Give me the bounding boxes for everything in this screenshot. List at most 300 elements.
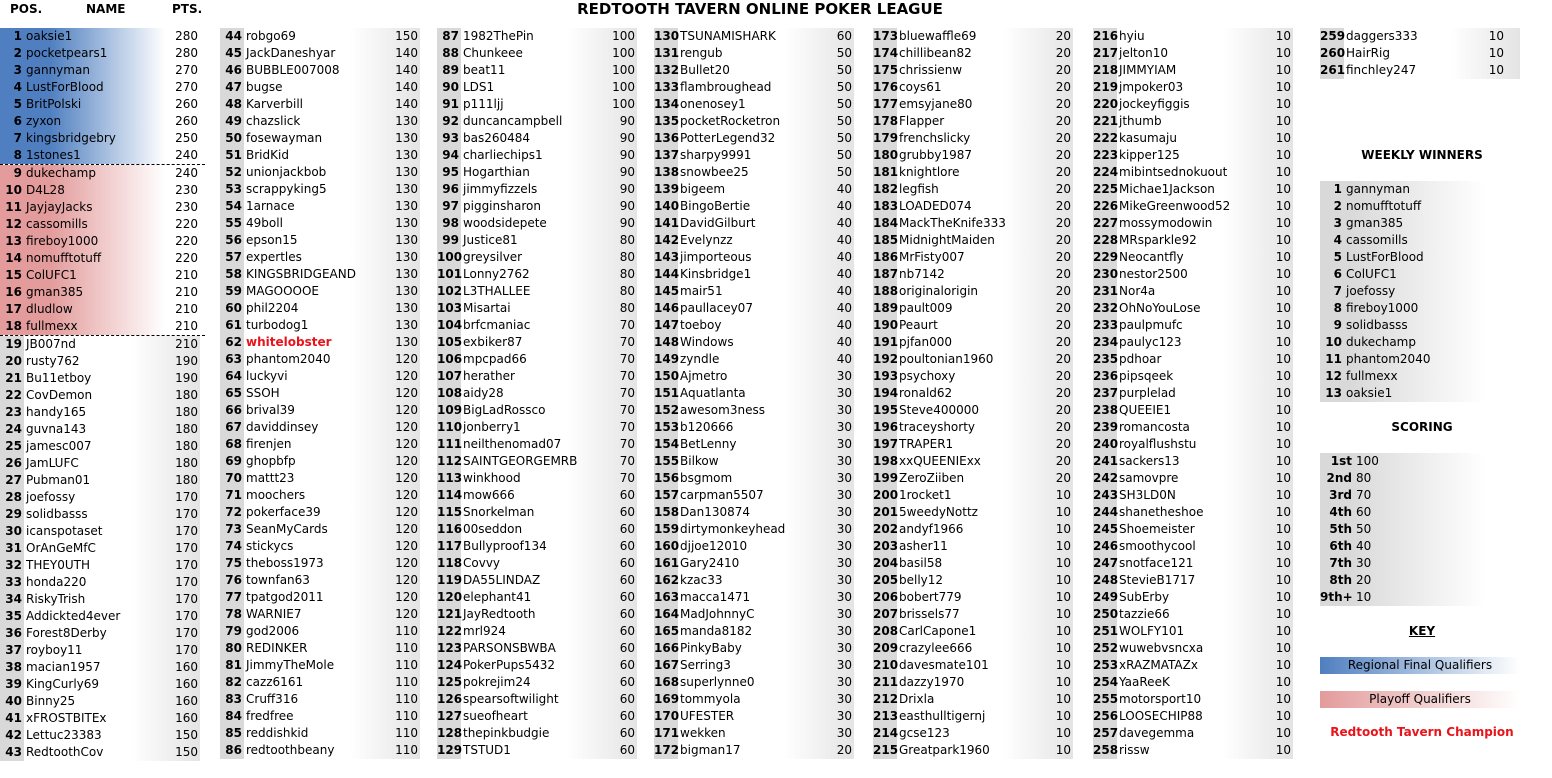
player-name: manda8182 — [680, 624, 753, 638]
standings-row — [873, 470, 1078, 487]
standings-row — [0, 404, 205, 421]
position-number: 110 — [437, 420, 463, 434]
standings-row — [873, 708, 1078, 725]
standings-row — [873, 504, 1078, 521]
standings-row — [1093, 487, 1298, 504]
standings-row — [220, 249, 425, 266]
player-points: 20 — [1055, 199, 1071, 213]
standings-row — [220, 164, 425, 181]
position-number: 42 — [5, 728, 22, 742]
standings-row — [220, 521, 425, 538]
player-name: snowbee25 — [680, 165, 749, 179]
player-name: pocketRocketron — [680, 114, 781, 128]
player-name: andyf1966 — [899, 522, 964, 536]
player-name: psychoxy — [899, 369, 956, 383]
standings-row — [0, 96, 205, 113]
player-name: phantom2040 — [246, 352, 331, 366]
standings-row — [873, 674, 1078, 691]
player-points: 10 — [1275, 641, 1291, 655]
player-name: scrappyking5 — [246, 182, 327, 196]
player-name: guvna143 — [26, 422, 87, 436]
standings-row — [654, 572, 859, 589]
player-name: sharpy9991 — [680, 148, 752, 162]
standings-row — [1093, 640, 1298, 657]
position-number: 207 — [873, 607, 899, 621]
position-number: 173 — [873, 29, 899, 43]
player-name: winkhood — [463, 471, 521, 485]
player-name: Nor4a — [1119, 284, 1156, 298]
player-points: 110 — [395, 743, 418, 757]
position-number: 176 — [873, 80, 899, 94]
player-points: 10 — [1275, 709, 1291, 723]
player-points: 130 — [395, 233, 418, 247]
weekly-winners-value: gannyman — [1346, 182, 1410, 196]
position-number: 164 — [654, 607, 680, 621]
standings-row — [220, 606, 425, 623]
position-number: 112 — [437, 454, 463, 468]
position-number: 6 — [13, 114, 22, 128]
position-number: 11 — [5, 200, 22, 214]
player-name: aidy28 — [463, 386, 504, 400]
standings-row — [1093, 96, 1298, 113]
player-points: 10 — [1275, 199, 1291, 213]
position-number: 245 — [1093, 522, 1119, 536]
player-name: Flapper — [899, 114, 945, 128]
player-points: 40 — [836, 301, 852, 315]
player-name: Dan130874 — [680, 505, 751, 519]
position-number: 87 — [442, 29, 459, 43]
player-name: jthumb — [1119, 114, 1162, 128]
player-name: fireboy1000 — [26, 234, 99, 248]
player-name: zyxon — [26, 114, 62, 128]
player-name: duncancampbell — [463, 114, 563, 128]
standings-row — [654, 283, 859, 300]
position-number: 260 — [1320, 46, 1346, 60]
player-points: 10 — [1275, 658, 1291, 672]
position-number: 128 — [437, 726, 463, 740]
player-name: BUBBLE007008 — [246, 63, 340, 77]
player-points: 20 — [1055, 403, 1071, 417]
standings-row — [873, 96, 1078, 113]
player-name: b120666 — [680, 420, 734, 434]
player-points: 40 — [836, 318, 852, 332]
player-points: 10 — [1275, 420, 1291, 434]
position-number: 214 — [873, 726, 899, 740]
position-number: 24 — [5, 422, 22, 436]
player-points: 30 — [836, 726, 852, 740]
position-number: 65 — [225, 386, 242, 400]
player-name: 49boll — [246, 216, 283, 230]
position-number: 200 — [873, 488, 899, 502]
position-number: 217 — [1093, 46, 1119, 60]
position-number: 196 — [873, 420, 899, 434]
position-number: 180 — [873, 148, 899, 162]
player-name: JayjayJacks — [26, 200, 93, 214]
player-name: p111ljj — [463, 97, 504, 111]
player-points: 120 — [395, 556, 418, 570]
player-points: 120 — [395, 573, 418, 587]
standings-row — [873, 232, 1078, 249]
player-name: oaksie1 — [26, 29, 73, 43]
player-name: awesom3ness — [680, 403, 765, 417]
player-name: StevieB1717 — [1119, 573, 1196, 587]
standings-row — [654, 79, 859, 96]
standings-row — [437, 232, 642, 249]
standings-row — [0, 199, 205, 216]
player-points: 110 — [395, 675, 418, 689]
standings-row — [1093, 28, 1298, 45]
position-number: 232 — [1093, 301, 1119, 315]
standings-row — [220, 198, 425, 215]
standings-row — [873, 62, 1078, 79]
player-points: 20 — [1055, 233, 1071, 247]
player-name: frenchslicky — [899, 131, 971, 145]
standings-row — [654, 215, 859, 232]
position-number: 38 — [5, 660, 22, 674]
standings-row — [0, 727, 205, 744]
player-points: 210 — [175, 337, 198, 351]
position-number: 66 — [225, 403, 242, 417]
position-number: 115 — [437, 505, 463, 519]
standings-row — [437, 96, 642, 113]
standings-row — [654, 470, 859, 487]
standings-row — [220, 232, 425, 249]
position-number: 137 — [654, 148, 680, 162]
player-name: paulyc123 — [1119, 335, 1182, 349]
position-number: 47 — [225, 80, 242, 94]
player-points: 10 — [1275, 63, 1291, 77]
position-number: 14 — [5, 251, 22, 265]
position-number: 194 — [873, 386, 899, 400]
position-number: 109 — [437, 403, 463, 417]
player-name: carpman5507 — [680, 488, 764, 502]
standings-row — [220, 623, 425, 640]
player-points: 10 — [1275, 335, 1291, 349]
player-points: 10 — [1488, 63, 1504, 77]
player-name: djjoe12010 — [680, 539, 748, 553]
player-points: 20 — [1055, 250, 1071, 264]
standings-row — [654, 402, 859, 419]
standings-column — [1320, 28, 1525, 79]
player-name: purplelad — [1119, 386, 1176, 400]
player-name: neilthenomad07 — [463, 437, 562, 451]
player-name: epson15 — [246, 233, 298, 247]
player-name: poultonian1960 — [899, 352, 994, 366]
position-number: 119 — [437, 573, 463, 587]
standings-row — [437, 555, 642, 572]
player-points: 10 — [1275, 726, 1291, 740]
player-name: dirtymonkeyhead — [680, 522, 786, 536]
player-name: motorsport10 — [1119, 692, 1202, 706]
player-points: 170 — [175, 507, 198, 521]
player-points: 120 — [395, 403, 418, 417]
header-pts: PTS. — [172, 2, 203, 16]
position-number: 55 — [225, 216, 242, 230]
position-number: 29 — [5, 507, 22, 521]
standings-row — [873, 487, 1078, 504]
player-points: 30 — [836, 420, 852, 434]
scoring-value: 70 — [1356, 488, 1372, 502]
standings-row — [220, 130, 425, 147]
scoring-row — [1320, 470, 1520, 487]
scoring-row — [1320, 589, 1520, 606]
position-number: 234 — [1093, 335, 1119, 349]
position-number: 68 — [225, 437, 242, 451]
standings-row — [220, 351, 425, 368]
player-name: elephant41 — [463, 590, 532, 604]
standings-row — [654, 419, 859, 436]
position-number: 81 — [225, 658, 242, 672]
position-number: 22 — [5, 388, 22, 402]
player-name: TSUNAMISHARK — [680, 29, 776, 43]
position-number: 160 — [654, 539, 680, 553]
player-points: 130 — [395, 250, 418, 264]
player-name: superlynne0 — [680, 675, 755, 689]
player-points: 270 — [175, 63, 198, 77]
player-name: Bu11etboy — [26, 371, 92, 385]
standings-row — [1093, 436, 1298, 453]
standings-row — [654, 555, 859, 572]
standings-row — [437, 283, 642, 300]
position-number: 235 — [1093, 352, 1119, 366]
standings-row — [437, 351, 642, 368]
standings-row — [437, 657, 642, 674]
position-number: 259 — [1320, 29, 1346, 43]
position-number: 96 — [442, 182, 459, 196]
standings-row — [654, 130, 859, 147]
weekly-winners-label: 6 — [1333, 267, 1342, 281]
position-number: 90 — [442, 80, 459, 94]
standings-row — [654, 300, 859, 317]
player-name: kasumaju — [1119, 131, 1177, 145]
standings-row — [654, 589, 859, 606]
player-name: daggers333 — [1346, 29, 1418, 43]
standings-row — [0, 421, 205, 438]
player-points: 130 — [395, 284, 418, 298]
player-name: traceyshorty — [899, 420, 976, 434]
position-number: 197 — [873, 437, 899, 451]
player-points: 110 — [395, 726, 418, 740]
player-name: beat11 — [463, 63, 506, 77]
player-name: OhNoYouLose — [1119, 301, 1201, 315]
player-name: woodsidepete — [463, 216, 547, 230]
player-name: JIMMYIAM — [1119, 63, 1177, 77]
player-points: 180 — [175, 456, 198, 470]
player-points: 30 — [836, 522, 852, 536]
player-name: Binny25 — [26, 694, 76, 708]
standings-row — [1093, 742, 1298, 759]
standings-row — [0, 523, 205, 540]
standings-row — [437, 419, 642, 436]
player-points: 30 — [836, 573, 852, 587]
weekly-winners — [1320, 181, 1520, 402]
position-number: 108 — [437, 386, 463, 400]
position-number: 167 — [654, 658, 680, 672]
player-points: 20 — [1055, 437, 1071, 451]
position-number: 172 — [654, 743, 680, 757]
standings-row — [873, 266, 1078, 283]
player-points: 30 — [836, 539, 852, 553]
player-points: 20 — [1055, 46, 1071, 60]
position-number: 34 — [5, 592, 22, 606]
standings-row — [0, 438, 205, 455]
position-number: 209 — [873, 641, 899, 655]
position-number: 103 — [437, 301, 463, 315]
player-points: 60 — [619, 692, 635, 706]
position-number: 121 — [437, 607, 463, 621]
standings-column — [0, 28, 205, 761]
position-number: 32 — [5, 558, 22, 572]
player-points: 90 — [619, 148, 635, 162]
position-number: 49 — [225, 114, 242, 128]
player-name: mattt23 — [246, 471, 295, 485]
position-number: 51 — [225, 148, 242, 162]
standings-row — [437, 674, 642, 691]
player-points: 130 — [395, 148, 418, 162]
player-name: stickycs — [246, 539, 294, 553]
scoring — [1320, 453, 1520, 606]
standings-row — [654, 487, 859, 504]
weekly-winners-label: 2 — [1333, 199, 1342, 213]
position-number: 153 — [654, 420, 680, 434]
header-name: NAME — [86, 2, 126, 16]
position-number: 9 — [13, 166, 22, 180]
player-points: 160 — [175, 711, 198, 725]
position-number: 1 — [13, 29, 22, 43]
player-name: nestor2500 — [1119, 267, 1188, 281]
position-number: 80 — [225, 641, 242, 655]
player-points: 50 — [836, 131, 852, 145]
player-points: 30 — [836, 641, 852, 655]
player-points: 30 — [836, 624, 852, 638]
position-number: 4 — [13, 80, 22, 94]
standings-row — [1093, 453, 1298, 470]
player-name: pault009 — [899, 301, 953, 315]
position-number: 33 — [5, 575, 22, 589]
position-number: 114 — [437, 488, 463, 502]
position-number: 83 — [225, 692, 242, 706]
player-name: cassomills — [26, 217, 88, 231]
player-name: knightlore — [899, 165, 960, 179]
standings-row — [0, 336, 205, 353]
player-points: 50 — [836, 97, 852, 111]
player-points: 10 — [1275, 471, 1291, 485]
standings-row — [437, 147, 642, 164]
player-points: 100 — [612, 80, 635, 94]
weekly-winners-value: ColUFC1 — [1346, 267, 1397, 281]
player-points: 10 — [1275, 692, 1291, 706]
player-name: PinkyBaby — [680, 641, 742, 655]
position-number: 28 — [5, 490, 22, 504]
position-number: 188 — [873, 284, 899, 298]
position-number: 31 — [5, 541, 22, 555]
position-number: 231 — [1093, 284, 1119, 298]
player-points: 10 — [1275, 148, 1291, 162]
player-points: 120 — [395, 369, 418, 383]
player-name: LDS1 — [463, 80, 495, 94]
player-points: 120 — [395, 522, 418, 536]
position-number: 127 — [437, 709, 463, 723]
standings-row — [437, 725, 642, 742]
player-points: 130 — [395, 114, 418, 128]
position-number: 78 — [225, 607, 242, 621]
position-number: 256 — [1093, 709, 1119, 723]
player-name: PARSONSBWBA — [463, 641, 556, 655]
standings-row — [873, 385, 1078, 402]
position-number: 154 — [654, 437, 680, 451]
standings-row — [437, 623, 642, 640]
position-number: 132 — [654, 63, 680, 77]
standings-row — [1093, 62, 1298, 79]
player-name: expertles — [246, 250, 302, 264]
player-points: 60 — [619, 709, 635, 723]
player-name: MidnightMaiden — [899, 233, 995, 247]
standings-row — [437, 572, 642, 589]
player-name: Addickted4ever — [26, 609, 121, 623]
standings-row — [220, 725, 425, 742]
player-name: 1982ThePin — [463, 29, 534, 43]
player-points: 40 — [836, 284, 852, 298]
player-name: hyiu — [1119, 29, 1145, 43]
standings-row — [220, 28, 425, 45]
player-points: 20 — [1055, 301, 1071, 315]
player-name: rusty762 — [26, 354, 80, 368]
scoring-label: 6th — [1329, 539, 1352, 553]
position-number: 131 — [654, 46, 680, 60]
player-name: onenosey1 — [680, 97, 746, 111]
player-points: 20 — [1055, 335, 1071, 349]
player-name: chillibean82 — [899, 46, 972, 60]
player-name: MadJohnnyC — [680, 607, 755, 621]
standings-row — [873, 436, 1078, 453]
player-name: toeboy — [680, 318, 722, 332]
player-points: 120 — [395, 352, 418, 366]
standings-row — [1093, 521, 1298, 538]
position-number: 258 — [1093, 743, 1119, 757]
player-name: sackers13 — [1119, 454, 1180, 468]
player-points: 10 — [1275, 29, 1291, 43]
weekly-winners-value: LustForBlood — [1346, 250, 1424, 264]
player-name: 1stones1 — [26, 148, 81, 162]
standings-row — [220, 300, 425, 317]
player-name: KingCurly69 — [26, 677, 100, 691]
player-name: pipsqeek — [1119, 369, 1174, 383]
position-number: 26 — [5, 456, 22, 470]
standings-column — [654, 28, 859, 759]
standings-row — [1093, 385, 1298, 402]
scoring-row — [1320, 504, 1520, 521]
player-points: 210 — [175, 268, 198, 282]
standings-row — [873, 215, 1078, 232]
position-number: 218 — [1093, 63, 1119, 77]
position-number: 238 — [1093, 403, 1119, 417]
player-points: 40 — [836, 233, 852, 247]
player-points: 230 — [175, 200, 198, 214]
weekly-winners-label: 5 — [1333, 250, 1342, 264]
weekly-winners-row — [1320, 249, 1520, 266]
player-name: chrissienw — [899, 63, 963, 77]
player-points: 170 — [175, 558, 198, 572]
position-number: 39 — [5, 677, 22, 691]
player-name: LOADED074 — [899, 199, 972, 213]
position-number: 254 — [1093, 675, 1119, 689]
row-background — [0, 267, 165, 284]
player-name: MikeGreenwood52 — [1119, 199, 1231, 213]
position-number: 216 — [1093, 29, 1119, 43]
player-points: 10 — [1275, 386, 1291, 400]
position-number: 54 — [225, 199, 242, 213]
row-background — [1320, 283, 1485, 300]
